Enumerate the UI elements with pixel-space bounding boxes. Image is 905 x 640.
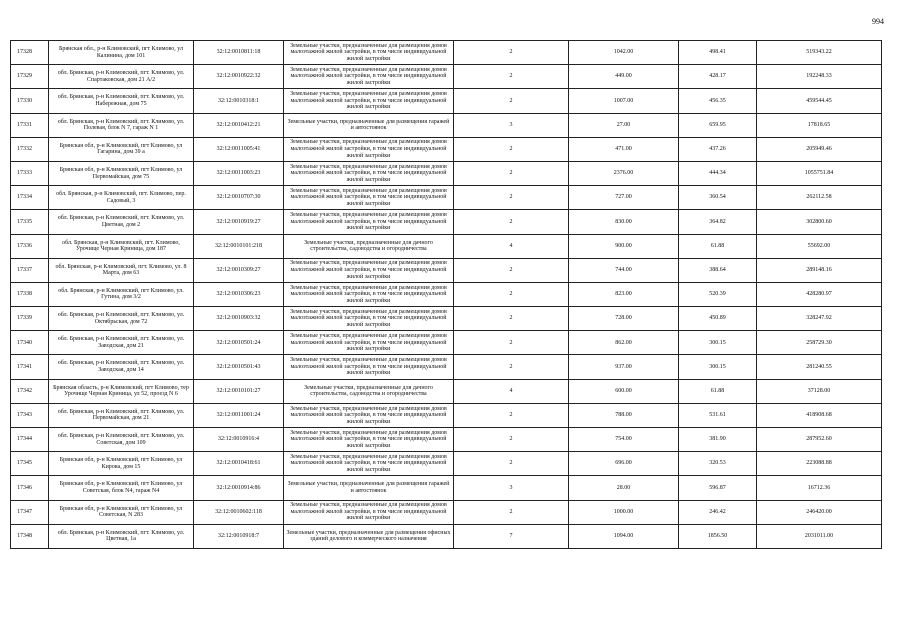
area-cell: 830.00	[569, 210, 679, 234]
area-cell: 788.00	[569, 403, 679, 427]
group-cell: 2	[454, 500, 569, 524]
cadastral-number-cell: 32:12:0010318:1	[194, 89, 284, 113]
cadastral-value-cell: 37128.00	[757, 379, 882, 403]
row-number-cell: 17347	[11, 500, 49, 524]
address-cell: Брянская обл, р-н Климовский, пгт Климово, ул Первомайская, дом 75	[49, 161, 194, 185]
group-cell: 2	[454, 41, 569, 65]
specific-value-cell: 456.35	[679, 89, 757, 113]
land-use-cell: Земельные участки, предназначенные для размещения домов малоэтажной жилой застройки, в том числе индивидуальной жилой застройки	[284, 403, 454, 427]
address-cell: обл. Брянская, р-н Климовский, пгт. Климово, Урочище Черная Криница, дом 187	[49, 234, 194, 258]
row-number-cell: 17330	[11, 89, 49, 113]
area-cell: 1094.00	[569, 524, 679, 548]
cadastral-value-cell: 17818.65	[757, 113, 882, 137]
specific-value-cell: 531.61	[679, 403, 757, 427]
group-cell: 2	[454, 258, 569, 282]
area-cell: 862.00	[569, 331, 679, 355]
cadastral-value-cell: 281240.55	[757, 355, 882, 379]
cadastral-number-cell: 32:12:0010919:27	[194, 210, 284, 234]
specific-value-cell: 596.87	[679, 476, 757, 500]
cadastral-value-cell: 258729.30	[757, 331, 882, 355]
specific-value-cell: 300.15	[679, 331, 757, 355]
table-row	[11, 186, 882, 210]
area-cell: 1000.00	[569, 500, 679, 524]
cadastral-number-cell: 32:12:0010916:4	[194, 428, 284, 452]
specific-value-cell: 428.17	[679, 65, 757, 89]
land-use-cell: Земельные участки, предназначенные для размещения домов малоэтажной жилой застройки, в том числе индивидуальной жилой застройки	[284, 161, 454, 185]
specific-value-cell: 364.82	[679, 210, 757, 234]
cadastral-number-cell: 32:12:0010101:218	[194, 234, 284, 258]
cadastral-value-cell: 2031011.00	[757, 524, 882, 548]
row-number-cell: 17336	[11, 234, 49, 258]
cadastral-number-cell: 32:12:0010501:43	[194, 355, 284, 379]
area-cell: 823.00	[569, 282, 679, 306]
cadastral-number-cell: 32:12:0011001:24	[194, 403, 284, 427]
cadastral-value-cell: 192248.33	[757, 65, 882, 89]
area-cell: 471.00	[569, 137, 679, 161]
table-row	[11, 210, 882, 234]
group-cell: 2	[454, 331, 569, 355]
address-cell: обл. Брянская, р-н Климовский, пгт. Климово, ул. Полевая, блок N 7, гараж N 1	[49, 113, 194, 137]
address-cell: обл. Брянская, р-н Климовский, пгт. Климово, ул. Заводская, дом 21	[49, 331, 194, 355]
address-cell: Брянская обл, р-н Климовский, пгт Климово, ул Советская, N 283	[49, 500, 194, 524]
row-number-cell: 17342	[11, 379, 49, 403]
area-cell: 937.00	[569, 355, 679, 379]
cadastral-number-cell: 32:12:0010707:30	[194, 186, 284, 210]
table-row	[11, 65, 882, 89]
land-use-cell: Земельные участки, предназначенные для размещения домов малоэтажной жилой застройки, в том числе индивидуальной жилой застройки	[284, 500, 454, 524]
cadastral-number-cell: 32:12:0010903:32	[194, 307, 284, 331]
cadastral-number-cell: 32:12:0010309:27	[194, 258, 284, 282]
address-cell: обл. Брянская, р-н Климовский, пгт. Климово, пер. Садовый, 3	[49, 186, 194, 210]
area-cell: 449.00	[569, 65, 679, 89]
group-cell: 2	[454, 452, 569, 476]
cadastral-number-cell: 32:12:0010918:7	[194, 524, 284, 548]
specific-value-cell: 61.88	[679, 379, 757, 403]
address-cell: обл. Брянская, р-н Климовский, пгт. Климово, ул. Первомайская, дом 21	[49, 403, 194, 427]
row-number-cell: 17329	[11, 65, 49, 89]
specific-value-cell: 388.64	[679, 258, 757, 282]
table-row	[11, 428, 882, 452]
specific-value-cell: 520.39	[679, 282, 757, 306]
land-use-cell: Земельные участки, предназначенные для размещения домов малоэтажной жилой застройки, в том числе индивидуальной жилой застройки	[284, 428, 454, 452]
group-cell: 2	[454, 137, 569, 161]
table-row	[11, 355, 882, 379]
address-cell: Брянская обл, р-н Климовский, пгт Климово, ул Советская, блок N4, гараж N4	[49, 476, 194, 500]
land-use-cell: Земельные участки, предназначенные для размещения гаражей и автостоянок	[284, 476, 454, 500]
table-row	[11, 331, 882, 355]
land-use-cell: Земельные участки, предназначенные для размещения домов малоэтажной жилой застройки, в том числе индивидуальной жилой застройки	[284, 258, 454, 282]
cadastral-number-cell: 32:12:0011005:41	[194, 137, 284, 161]
specific-value-cell: 450.89	[679, 307, 757, 331]
specific-value-cell: 300.15	[679, 355, 757, 379]
address-cell: обл. Брянская, р-н Климовский, пгт. Климово, ул. Цветная, дом 2	[49, 210, 194, 234]
specific-value-cell: 246.42	[679, 500, 757, 524]
group-cell: 2	[454, 161, 569, 185]
group-cell: 3	[454, 113, 569, 137]
address-cell: Брянская обл, р-н Климовский, пгт Климово, ул Кирова, дом 15	[49, 452, 194, 476]
cadastral-number-cell: 32:12:0010501:24	[194, 331, 284, 355]
table-row	[11, 113, 882, 137]
area-cell: 2376.00	[569, 161, 679, 185]
cadastral-value-cell: 16712.36	[757, 476, 882, 500]
cadastral-value-cell: 246420.00	[757, 500, 882, 524]
cadastral-number-cell: 32:12:0010101:27	[194, 379, 284, 403]
land-use-cell: Земельные участки, предназначенные для размещения домов малоэтажной жилой застройки, в том числе индивидуальной жилой застройки	[284, 41, 454, 65]
row-number-cell: 17331	[11, 113, 49, 137]
area-cell: 744.00	[569, 258, 679, 282]
specific-value-cell: 320.53	[679, 452, 757, 476]
table-row	[11, 161, 882, 185]
area-cell: 600.00	[569, 379, 679, 403]
cadastral-value-cell: 302800.60	[757, 210, 882, 234]
table-row	[11, 452, 882, 476]
land-use-cell: Земельные участки, предназначенные для размещения домов малоэтажной жилой застройки, в том числе индивидуальной жилой застройки	[284, 89, 454, 113]
address-cell: обл. Брянская, р-н Климовский, пгт. Климово, ул. 8 Марта, дом 63	[49, 258, 194, 282]
area-cell: 1007.00	[569, 89, 679, 113]
row-number-cell: 17341	[11, 355, 49, 379]
land-use-cell: Земельные участки, предназначенные для размещения домов малоэтажной жилой застройки, в том числе индивидуальной жилой застройки	[284, 355, 454, 379]
cadastral-value-cell: 287952.60	[757, 428, 882, 452]
area-cell: 727.00	[569, 186, 679, 210]
cadastral-value-cell: 519343.22	[757, 41, 882, 65]
land-valuation-table	[10, 40, 882, 549]
cadastral-number-cell: 32:12:0010412:21	[194, 113, 284, 137]
area-cell: 28.00	[569, 476, 679, 500]
table-row	[11, 258, 882, 282]
group-cell: 4	[454, 234, 569, 258]
row-number-cell: 17334	[11, 186, 49, 210]
address-cell: Брянская область, р-н Климовский, пгт Климово, тер Урочище Черная Криница, ул 52, проезд N 6	[49, 379, 194, 403]
table-row	[11, 379, 882, 403]
table-row	[11, 500, 882, 524]
cadastral-value-cell: 428280.97	[757, 282, 882, 306]
area-cell: 696.00	[569, 452, 679, 476]
land-use-cell: Земельные участки, предназначенные для размещения домов малоэтажной жилой застройки, в том числе индивидуальной жилой застройки	[284, 210, 454, 234]
address-cell: Брянская обл, р-н Климовский, пгт Климово, ул Гагарина, дом 39 а	[49, 137, 194, 161]
area-cell: 1042.00	[569, 41, 679, 65]
table-row	[11, 137, 882, 161]
address-cell: обл. Брянская, р-н Климовский, пгт. Климово, ул. Заводская, дом 14	[49, 355, 194, 379]
specific-value-cell: 659.95	[679, 113, 757, 137]
cadastral-value-cell: 418908.68	[757, 403, 882, 427]
row-number-cell: 17343	[11, 403, 49, 427]
address-cell: обл. Брянская, р-н Климовский, пгт Климово, ул. Гутина, дом 3/2	[49, 282, 194, 306]
row-number-cell: 17332	[11, 137, 49, 161]
specific-value-cell: 381.90	[679, 428, 757, 452]
page-number: 994	[872, 17, 884, 26]
table-row	[11, 403, 882, 427]
row-number-cell: 17345	[11, 452, 49, 476]
specific-value-cell: 61.88	[679, 234, 757, 258]
land-use-cell: Земельные участки, предназначенные для размещения домов малоэтажной жилой застройки, в том числе индивидуальной жилой застройки	[284, 331, 454, 355]
group-cell: 2	[454, 210, 569, 234]
cadastral-value-cell: 459544.45	[757, 89, 882, 113]
land-use-cell: Земельные участки, предназначенные для размещения домов малоэтажной жилой застройки, в том числе индивидуальной жилой застройки	[284, 65, 454, 89]
row-number-cell: 17344	[11, 428, 49, 452]
area-cell: 728.00	[569, 307, 679, 331]
address-cell: обл. Брянская, р-н Климовский, пгт. Климово, ул. Спартаковская, дом 21 А/2	[49, 65, 194, 89]
cadastral-value-cell: 262112.58	[757, 186, 882, 210]
group-cell: 2	[454, 65, 569, 89]
address-cell: обл. Брянская, р-н Климовский, пгт. Климово, ул. Цветная, 1а	[49, 524, 194, 548]
cadastral-number-cell: 32:12:0010914:86	[194, 476, 284, 500]
group-cell: 2	[454, 282, 569, 306]
land-use-cell: Земельные участки, предназначенные для размещения офисных зданий делового и коммерческого назначения	[284, 524, 454, 548]
land-use-cell: Земельные участки, предназначенные для размещения домов малоэтажной жилой застройки, в том числе индивидуальной жилой застройки	[284, 186, 454, 210]
group-cell: 2	[454, 307, 569, 331]
row-number-cell: 17346	[11, 476, 49, 500]
specific-value-cell: 444.34	[679, 161, 757, 185]
land-use-cell: Земельные участки, предназначенные для дачного строительства, садоводства и огородничества	[284, 234, 454, 258]
table-row	[11, 89, 882, 113]
row-number-cell: 17340	[11, 331, 49, 355]
group-cell: 4	[454, 379, 569, 403]
group-cell: 3	[454, 476, 569, 500]
row-number-cell: 17328	[11, 41, 49, 65]
cadastral-value-cell: 55692.00	[757, 234, 882, 258]
cadastral-number-cell: 32:12:0011003:23	[194, 161, 284, 185]
cadastral-value-cell: 289148.16	[757, 258, 882, 282]
address-cell: обл. Брянская, р-н Климовский, пгт. Климово, ул. Октябрьская, дом 72	[49, 307, 194, 331]
cadastral-number-cell: 32:12:0010602:118	[194, 500, 284, 524]
land-use-cell: Земельные участки, предназначенные для размещения домов малоэтажной жилой застройки, в том числе индивидуальной жилой застройки	[284, 452, 454, 476]
area-cell: 27.00	[569, 113, 679, 137]
row-number-cell: 17338	[11, 282, 49, 306]
cadastral-number-cell: 32:12:0010811:18	[194, 41, 284, 65]
row-number-cell: 17335	[11, 210, 49, 234]
specific-value-cell: 498.41	[679, 41, 757, 65]
table-body	[11, 41, 882, 549]
cadastral-number-cell: 32:12:0010418:61	[194, 452, 284, 476]
group-cell: 2	[454, 186, 569, 210]
land-use-cell: Земельные участки, предназначенные для размещения домов малоэтажной жилой застройки, в том числе индивидуальной жилой застройки	[284, 307, 454, 331]
group-cell: 2	[454, 403, 569, 427]
group-cell: 2	[454, 428, 569, 452]
cadastral-value-cell: 328247.92	[757, 307, 882, 331]
address-cell: Брянская обл., р-н Климовский, пгт Климово, ул Калинина, дом 101	[49, 41, 194, 65]
land-use-cell: Земельные участки, предназначенные для размещения домов малоэтажной жилой застройки, в том числе индивидуальной жилой застройки	[284, 137, 454, 161]
cadastral-number-cell: 32:12:0010306:23	[194, 282, 284, 306]
table-row	[11, 476, 882, 500]
table-row	[11, 524, 882, 548]
row-number-cell: 17348	[11, 524, 49, 548]
cadastral-value-cell: 205949.46	[757, 137, 882, 161]
land-use-cell: Земельные участки, предназначенные для дачного строительства, садоводства и огородничества	[284, 379, 454, 403]
land-use-cell: Земельные участки, предназначенные для размещения домов малоэтажной жилой застройки, в том числе индивидуальной жилой застройки	[284, 282, 454, 306]
row-number-cell: 17333	[11, 161, 49, 185]
address-cell: обл. Брянская, р-н Климовский, пгт. Климово, ул. Набережная, дом 75	[49, 89, 194, 113]
area-cell: 900.00	[569, 234, 679, 258]
table-row	[11, 41, 882, 65]
group-cell: 2	[454, 355, 569, 379]
area-cell: 754.00	[569, 428, 679, 452]
table-row	[11, 307, 882, 331]
cadastral-value-cell: 223088.88	[757, 452, 882, 476]
table-row	[11, 234, 882, 258]
land-use-cell: Земельные участки, предназначенные для размещения гаражей и автостоянок	[284, 113, 454, 137]
specific-value-cell: 360.54	[679, 186, 757, 210]
group-cell: 7	[454, 524, 569, 548]
table-row	[11, 282, 882, 306]
specific-value-cell: 1856.50	[679, 524, 757, 548]
address-cell: обл. Брянская, р-н Климовский, пгт. Климово, ул. Советская, дом 109	[49, 428, 194, 452]
specific-value-cell: 437.26	[679, 137, 757, 161]
cadastral-number-cell: 32:12:0010922:32	[194, 65, 284, 89]
cadastral-value-cell: 1055751.84	[757, 161, 882, 185]
row-number-cell: 17337	[11, 258, 49, 282]
row-number-cell: 17339	[11, 307, 49, 331]
group-cell: 2	[454, 89, 569, 113]
